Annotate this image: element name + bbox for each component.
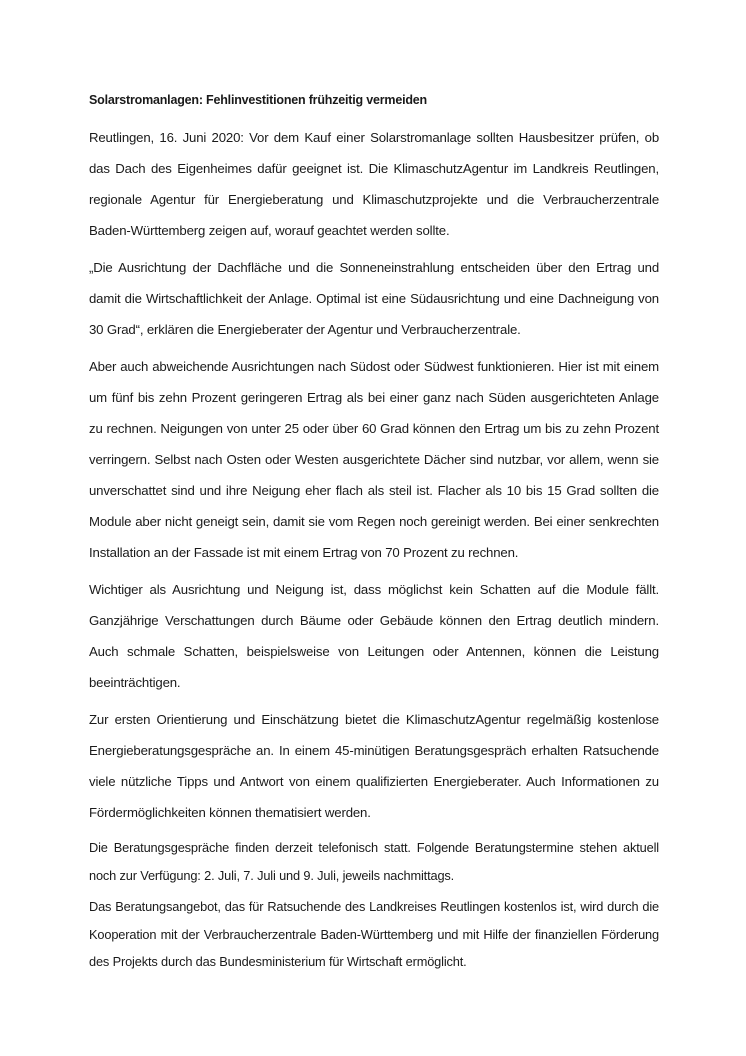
paragraph-dates: Die Beratungsgespräche finden derzeit telefonisch statt. Folgende Beratungstermine stehen aktuell noch zur Verfügung: 2. Juli, 7. Juli und 9. Juli, jeweils nachmittags.: [89, 840, 659, 883]
document-title: Solarstromanlagen: Fehlinvestitionen frühzeitig vermeiden: [89, 93, 427, 107]
paragraph-orientation: Aber auch abweichende Ausrichtungen nach Südost oder Südwest funktionieren. Hier ist mit einem um fünf bis zehn Prozent geringeren Ertrag als bei einer ganz nach Süden ausgerichteten Anlage zu rechnen. Neigungen von unter 25 oder über 60 Grad können den Ertrag um bis zu zehn Prozent verringern. Selbst nach Osten oder Westen ausgerichtete Dächer sind nutzbar, vor allem, wenn sie unverschattet sind und ihre Neigung eher flach als steil ist. Flacher als 10 bis 15 Grad sollten die Module aber nicht geneigt sein, damit sie vom Regen noch gereinigt werden. Bei einer senkrechten Installation an der Fassade ist mit einem Ertrag von 70 Prozent zu rechnen.: [89, 359, 659, 560]
paragraph-quote: „Die Ausrichtung der Dachfläche und die Sonneneinstrahlung entscheiden über den Ertrag und damit die Wirtschaftlichkeit der Anlage. Optimal ist eine Südausrichtung und eine Dachneigung von 30 Grad“, erklären die Energieberater der Agentur und Verbraucherzentrale.: [89, 260, 659, 337]
paragraph-funding: Das Beratungsangebot, das für Ratsuchende des Landkreises Reutlingen kostenlos ist, wird durch die Kooperation mit der Verbraucherzentrale Baden-Württemberg und mit Hilfe der finanziellen Förderung des Projekts durch das Bundesministerium für Wirtschaft ermöglicht.: [89, 899, 659, 969]
document-page: [89, 88, 659, 980]
paragraph-shading: Wichtiger als Ausrichtung und Neigung ist, dass möglichst kein Schatten auf die Module fällt. Ganzjährige Verschattungen durch Bäume oder Gebäude können den Ertrag deutlich mindern. Auch schmale Schatten, beispielsweise von Leitungen oder Antennen, können die Leistung beeinträchtigen.: [89, 582, 659, 690]
paragraph-intro: Reutlingen, 16. Juni 2020: Vor dem Kauf einer Solarstromanlage sollten Hausbesitzer prüfen, ob das Dach des Eigenheimes dafür geeignet ist. Die KlimaschutzAgentur im Landkreis Reutlingen, regionale Agentur für Energieberatung und Klimaschutzprojekte und die Verbraucherzentrale Baden-Württemberg zeigen auf, worauf geachtet werden sollte.: [89, 130, 659, 238]
paragraph-consultation: Zur ersten Orientierung und Einschätzung bietet die KlimaschutzAgentur regelmäßig kostenlose Energieberatungsgespräche an. In einem 45-minütigen Beratungsgespräch erhalten Ratsuchende viele nützliche Tipps und Antwort von einem qualifizierten Energieberater. Auch Informationen zu Fördermöglichkeiten können thematisiert werden.: [89, 712, 659, 820]
